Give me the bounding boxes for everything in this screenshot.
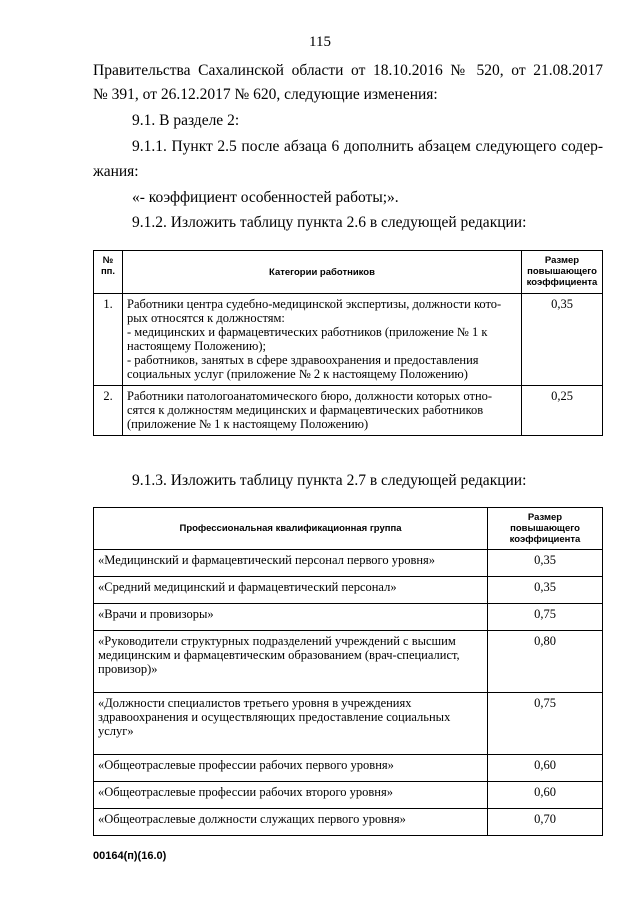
- row-value: 0,35: [522, 294, 603, 386]
- cell-line: медицинским и фармацевтическим образованием (врач-специалист,: [98, 648, 460, 662]
- row-group: [94, 782, 488, 809]
- row-value: 0,35: [488, 577, 603, 604]
- row-value: 0,60: [488, 755, 603, 782]
- row-number: 2.: [94, 386, 123, 436]
- paragraph-line: Правительства Сахалинской области от 18.10.2016 № 520, от 21.08.2017: [93, 62, 603, 79]
- paragraph-line: 9.1.2. Изложить таблицу пункта 2.6 в следующей редакции:: [132, 214, 527, 231]
- header-size: Размер повышающего коэффициента: [488, 508, 603, 550]
- page-number: 115: [309, 34, 331, 50]
- coefficient-table-2-6: [93, 250, 603, 436]
- row-group: [94, 604, 488, 631]
- table-row: [94, 809, 603, 836]
- row-group: [94, 693, 488, 755]
- cell-line: настоящему Положению);: [127, 339, 266, 353]
- cell-line: социальных услуг (приложение № 2 к настоящему Положению): [127, 367, 468, 381]
- section-heading: 9.1. В разделе 2:: [132, 112, 240, 129]
- row-group: [94, 755, 488, 782]
- cell-line: «Общеотраслевые должности служащих первого уровня»: [98, 812, 406, 826]
- cell-line: Работники центра судебно-медицинской экспертизы, должности кото-: [127, 297, 502, 311]
- cell-line: сятся к должностям медицинских и фармацевтических работников: [127, 403, 484, 417]
- cell-line: провизор)»: [98, 662, 158, 676]
- table-row: [94, 386, 603, 436]
- table-row: [94, 782, 603, 809]
- paragraph-line: № 391, от 26.12.2017 № 620, следующие изменения:: [93, 86, 438, 103]
- header-num: № пп.: [94, 251, 123, 294]
- row-value: 0,80: [488, 631, 603, 693]
- row-group: [94, 550, 488, 577]
- paragraph-line: 9.1.3. Изложить таблицу пункта 2.7 в следующей редакции:: [132, 472, 527, 489]
- row-group: [94, 631, 488, 693]
- table-header-row: [94, 508, 603, 550]
- paragraph-line: жания:: [93, 163, 139, 180]
- table-row: [94, 631, 603, 693]
- row-value: 0,70: [488, 809, 603, 836]
- table-header-row: [94, 251, 603, 294]
- row-group: [94, 577, 488, 604]
- row-value: 0,25: [522, 386, 603, 436]
- cell-line: Работники патологоанатомического бюро, должности которых отно-: [127, 389, 493, 403]
- row-category: [123, 386, 522, 436]
- paragraph-line: 9.1.1. Пункт 2.5 после абзаца 6 дополнить абзацем следующего содер-: [132, 138, 603, 155]
- table-row: [94, 550, 603, 577]
- cell-line: «Общеотраслевые профессии рабочих первого уровня»: [98, 758, 394, 772]
- row-value: 0,60: [488, 782, 603, 809]
- paragraph-line: «- коэффициент особенностей работы;».: [132, 189, 399, 206]
- cell-line: «Врачи и провизоры»: [98, 607, 214, 621]
- document-code: 00164(п)(16.0): [93, 850, 167, 862]
- coefficient-table-2-7: [93, 507, 603, 836]
- row-group: [94, 809, 488, 836]
- cell-line: здравоохранения и осуществляющих предоставление социальных: [98, 710, 451, 724]
- cell-line: (приложение № 1 к настоящему Положению): [127, 417, 369, 431]
- cell-line: «Средний медицинский и фармацевтический персонал»: [98, 580, 397, 594]
- cell-line: «Общеотраслевые профессии рабочих второго уровня»: [98, 785, 393, 799]
- row-number: 1.: [94, 294, 123, 386]
- cell-line: «Руководители структурных подразделений учреждений с высшим: [98, 634, 456, 648]
- table-row: [94, 693, 603, 755]
- cell-line: - работников, занятых в сфере здравоохранения и предоставления: [127, 353, 479, 367]
- table-row: [94, 577, 603, 604]
- cell-line: рых относятся к должностям:: [127, 311, 285, 325]
- cell-line: услуг»: [98, 724, 134, 738]
- row-value: 0,75: [488, 693, 603, 755]
- cell-line: «Должности специалистов третьего уровня в учреждениях: [98, 696, 412, 710]
- row-value: 0,35: [488, 550, 603, 577]
- table-row: [94, 755, 603, 782]
- cell-line: «Медицинский и фармацевтический персонал первого уровня»: [98, 553, 436, 567]
- table-row: [94, 604, 603, 631]
- cell-line: - медицинских и фармацевтических работников (приложение № 1 к: [127, 325, 488, 339]
- row-category: [123, 294, 522, 386]
- header-category: Категории работников: [123, 251, 522, 294]
- header-group: Профессиональная квалификационная группа: [94, 508, 488, 550]
- table-row: [94, 294, 603, 386]
- row-value: 0,75: [488, 604, 603, 631]
- header-size: Размер повышающего коэффициента: [522, 251, 603, 294]
